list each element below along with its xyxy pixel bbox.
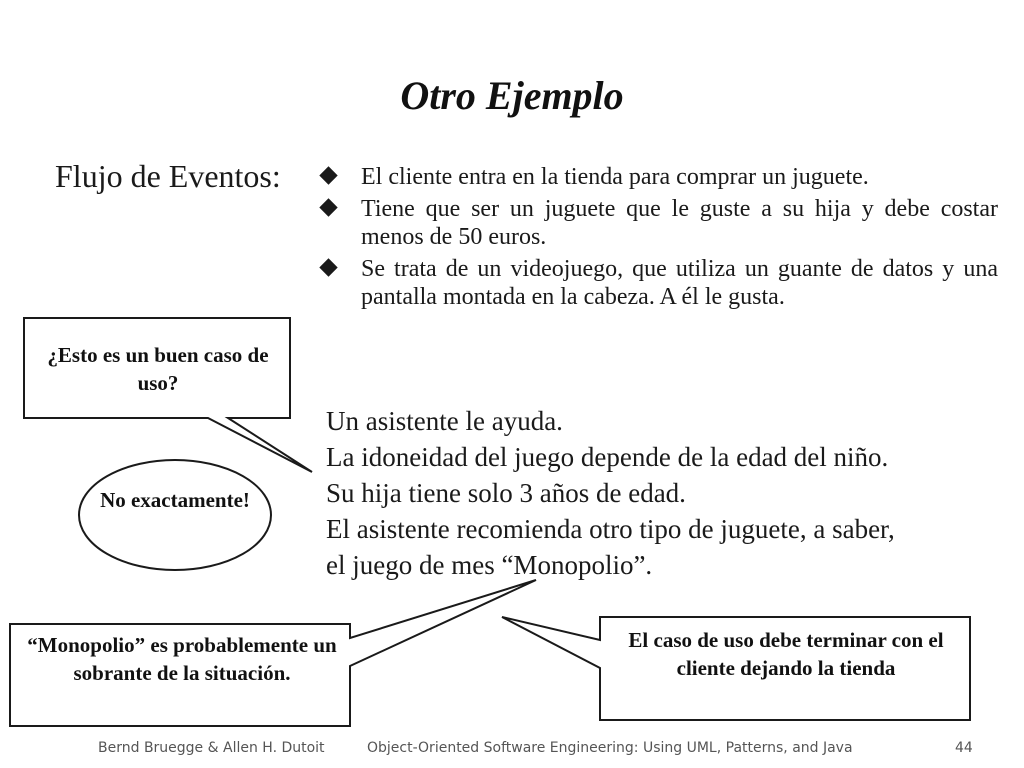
answer-ellipse-shape <box>79 460 271 570</box>
bullet-text: Tiene que ser un juguete que le guste a su hija y debe costar menos de 50 euros. <box>361 196 998 250</box>
flow-of-events-label: Flujo de Eventos: <box>55 158 281 194</box>
narrative-line: Su hija tiene solo 3 años de edad. <box>326 478 686 508</box>
footer-page-number: 44 <box>955 740 973 756</box>
narrative-line: el juego de mes “Monopolio”. <box>326 550 653 580</box>
narrative-line: Un asistente le ayuda. <box>326 406 563 436</box>
question-callout-text: ¿Esto es un buen caso de uso? <box>47 343 269 395</box>
footer-authors: Bernd Bruegge & Allen H. Dutoit <box>98 740 325 756</box>
ending-callout-text: El caso de uso debe terminar con el cliente dejando la tienda <box>628 628 944 680</box>
footer-book-title: Object-Oriented Software Engineering: Using UML, Patterns, and Java <box>367 740 853 756</box>
bullet-text: Se trata de un videojuego, que utiliza un guante de datos y una pantalla montada en la cabeza. A él le gusta. <box>361 256 998 310</box>
monopolio-callout-text: “Monopolio” es probablemente un sobrante de la situación. <box>27 633 337 685</box>
slide-title: Otro Ejemplo <box>400 73 624 118</box>
bullet-text: El cliente entra en la tienda para comprar un juguete. <box>361 164 869 190</box>
answer-callout-text: No exactamente! <box>100 488 250 512</box>
narrative-line: El asistente recomienda otro tipo de juguete, a saber, <box>326 514 895 544</box>
narrative-line: La idoneidad del juego depende de la edad del niño. <box>326 442 889 472</box>
